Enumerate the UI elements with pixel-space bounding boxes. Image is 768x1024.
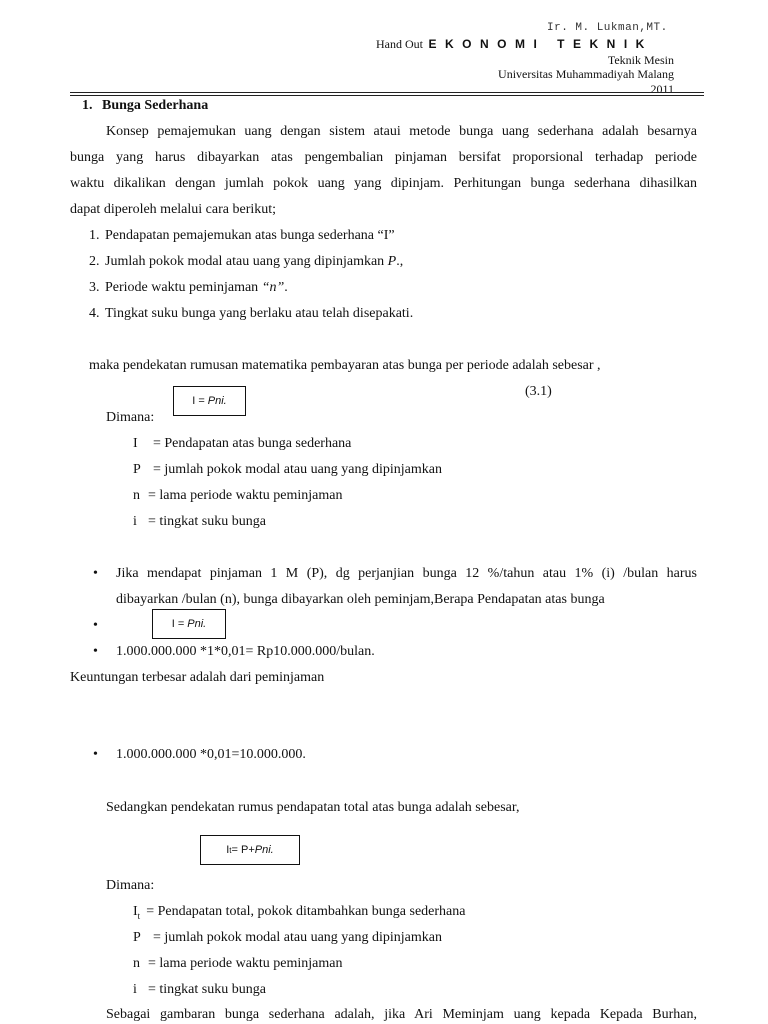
example-line-1: Jika mendapat pinjaman 1 M (P), dg perjanjian bunga 12 %/tahun atau 1% (i) /bulan harus [116,566,697,581]
variable-definition: I = Pendapatan atas bunga sederhana [133,436,352,451]
intro-line-1: Konsep pemajemukan uang dengan sistem ataui metode bunga uang sederhana adalah besarnya [106,124,697,139]
university: Universitas Muhammadiyah Malang [498,67,674,81]
bullet: • [93,618,98,633]
list-item: 1. Pendapatan pemajemukan atas bunga sederhana “I” [89,228,395,243]
formula-box-3: I t = P+ Pni. [200,835,300,865]
list-item: 4. Tingkat suku bunga yang berlaku atau telah disepakati. [89,306,414,321]
variable-definition: n = lama periode waktu peminjaman [133,956,343,971]
variable-definition: $I_t$ = Pendapatan total, pokok ditambahkan bunga sederhana [133,904,466,921]
formula-intro: maka pendekatan rumusan matematika pembayaran atas bunga per periode adalah sebesar , [89,358,601,373]
variable-definition: P = jumlah pokok modal atau uang yang dipinjamkan [133,930,443,945]
bullet: • [93,747,98,762]
formula-box-2: I = Pni. [152,609,226,639]
closing-line: Sebagai gambaran bunga sederhana adalah, jika Ari Meminjam uang kepada Kepada Burhan, [106,1007,697,1022]
variable-definition: i = tingkat suku bunga [133,514,266,529]
section-number: 1. [82,98,93,113]
header-rule-top [70,92,704,93]
calculation-1: 1.000.000.000 *1*0,01= Rp10.000.000/bulan. [116,644,375,659]
intro-line-4: dapat diperoleh melalui cara berikut; [70,202,277,217]
variable-definition: n = lama periode waktu peminjaman [133,488,343,503]
total-intro: Sedangkan pendekatan rumus pendapatan total atas bunga adalah sebesar, [106,800,520,815]
bullet: • [93,644,98,659]
section-title: Bunga Sederhana [102,98,209,113]
variable-definition: P = jumlah pokok modal atau uang yang dipinjamkan [133,462,443,477]
course-title: EKONOMI TEKNIK [428,37,653,51]
where-label: Dimana: [106,410,155,425]
header-rule-bottom [70,95,704,96]
example-line-2: dibayarkan /bulan (n), bunga dibayarkan oleh peminjam,Berapa Pendapatan atas bunga [116,592,605,607]
formula-box-1: I = Pni. [173,386,246,416]
list-item: 3. Periode waktu peminjaman “n”. [89,280,288,295]
equation-number: (3.1) [525,384,552,399]
calculation-2: 1.000.000.000 *0,01=10.000.000. [116,747,306,762]
year: 2011 [650,82,674,96]
intro-line-2: bunga yang harus dibayarkan atas pengembalian pinjaman bersifat proporsional terhadap periode [70,150,697,165]
variable-definition: i = tingkat suku bunga [133,982,266,997]
section-heading [82,98,208,114]
where-label: Dimana: [106,878,155,893]
department: Teknik Mesin [607,53,674,67]
author-name: Ir. M. Lukman,MT. [547,22,668,34]
profit-note: Keuntungan terbesar adalah dari peminjaman [70,670,325,685]
list-item: 2. Jumlah pokok modal atau uang yang dipinjamkan P., [89,254,404,269]
handout-label: Hand Out [376,37,423,51]
bullet: • [93,566,98,581]
intro-line-3: waktu dikalikan dengan jumlah pokok uang yang dipinjam. Perhitungan bunga sederhana dihasilkan [70,176,697,191]
handout-header [376,37,653,53]
